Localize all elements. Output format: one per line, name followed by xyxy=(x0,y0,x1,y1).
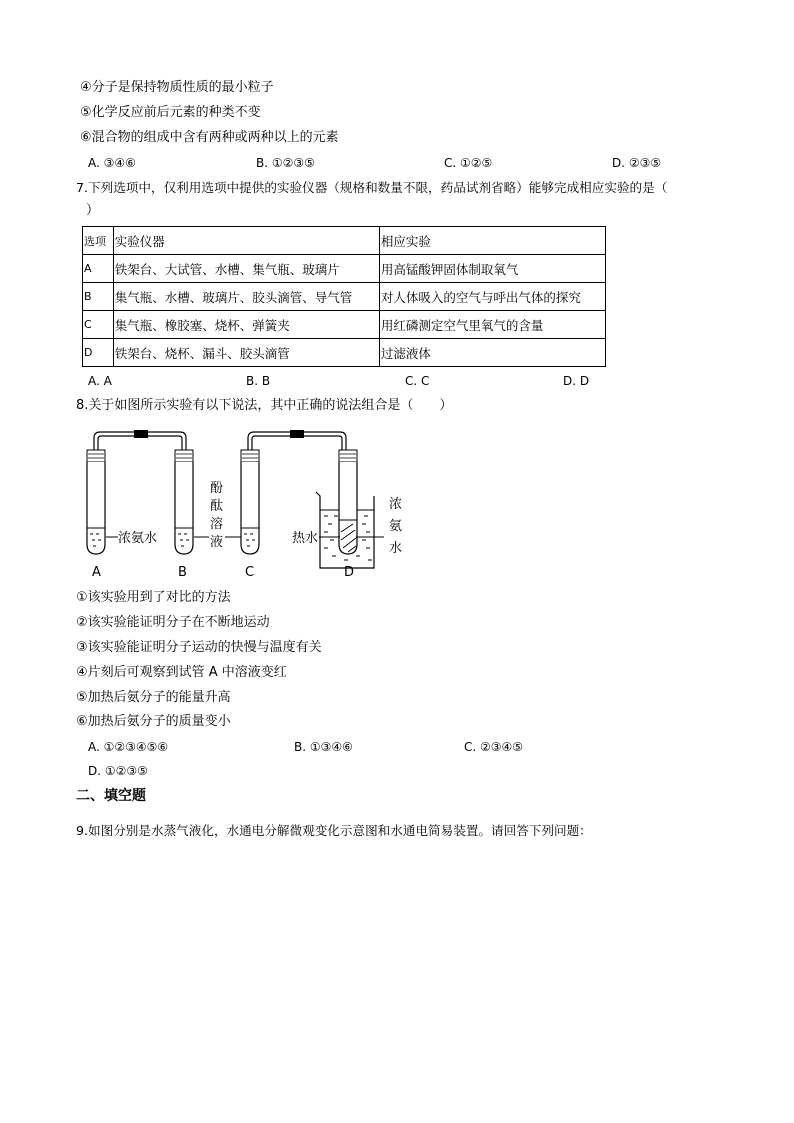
q6-option-d: D. ②③⑤ xyxy=(612,156,662,170)
table-cell: C xyxy=(83,311,114,339)
table-cell: 过滤液体 xyxy=(379,339,605,367)
table-cell: 铁架台、大试管、水槽、集气瓶、玻璃片 xyxy=(113,255,379,283)
q6-option-c: C. ①②⑤ xyxy=(444,156,493,170)
tube-label-b: B xyxy=(178,565,187,580)
q8-option-b: B. ①③④⑥ xyxy=(294,740,353,754)
ammonia-vertical-char: 浓 xyxy=(389,497,403,512)
test-tube-a xyxy=(87,450,105,554)
table-row xyxy=(83,255,606,283)
q7-stem-close: ） xyxy=(86,203,100,218)
phenolphthalein-char: 液 xyxy=(210,535,224,550)
table-cell: 对人体吸入的空气与呼出气体的探究 xyxy=(379,283,605,311)
q7-stem: 7.下列选项中，仅利用选项中提供的实验仪器（规格和数量不限，药品试剂省略）能够完成相应实验的是（ xyxy=(76,180,668,195)
table-row xyxy=(83,283,606,311)
phenolphthalein-char: 酚 xyxy=(210,481,224,496)
q6-statement-5: ⑤化学反应前后元素的种类不变 xyxy=(80,105,261,120)
q7-table xyxy=(82,226,606,367)
q8-experiment-figure xyxy=(78,428,418,584)
q8-statement-5: ⑤加热后氨分子的能量升高 xyxy=(76,690,231,705)
q8-statement-1: ①该实验用到了对比的方法 xyxy=(76,590,231,605)
table-cell: 用红磷测定空气里氧气的含量 xyxy=(379,311,605,339)
table-row xyxy=(83,339,606,367)
q6-option-a: A. ③④⑥ xyxy=(88,156,136,170)
q8-option-a: A. ①②③④⑤⑥ xyxy=(88,740,169,754)
q8-statement-4: ④片刻后可观察到试管 A 中溶液变红 xyxy=(76,665,287,680)
q8-statement-3: ③该实验能证明分子运动的快慢与温度有关 xyxy=(76,640,322,655)
table-cell: B xyxy=(83,283,114,311)
table-cell: D xyxy=(83,339,114,367)
tube-label-d: D xyxy=(344,565,355,580)
q8-statement-2: ②该实验能证明分子在不断地运动 xyxy=(76,615,270,630)
q7-option-c: C. C xyxy=(405,374,430,388)
table-header-row xyxy=(83,227,606,255)
table-cell: 铁架台、烧杯、漏斗、胶头滴管 xyxy=(113,339,379,367)
ammonia-label: 浓氨水 xyxy=(118,531,158,546)
phenolphthalein-char: 溶 xyxy=(210,517,224,532)
q7-option-b: B. B xyxy=(246,374,271,388)
hot-water-label: 热水 xyxy=(292,531,319,546)
section-title: 二、填空题 xyxy=(76,788,146,804)
q9-stem: 9.如图分别是水蒸气液化，水通电分解微观变化示意图和水通电简易装置。请回答下列问题： xyxy=(76,823,592,838)
ammonia-vertical-char: 氨 xyxy=(389,519,403,534)
table-header-cell: 实验仪器 xyxy=(113,227,379,255)
tube-label-a: A xyxy=(92,565,101,580)
table-row xyxy=(83,311,606,339)
tube-label-c: C xyxy=(245,565,255,580)
table-cell: 集气瓶、水槽、玻璃片、胶头滴管、导气管 xyxy=(113,283,379,311)
q8-option-d: D. ①②③⑤ xyxy=(88,764,148,778)
ammonia-vertical-char: 水 xyxy=(389,541,403,556)
q7-option-d: D. D xyxy=(563,374,590,388)
q6-statement-6: ⑥混合物的组成中含有两种或两种以上的元素 xyxy=(80,130,339,145)
table-cell: A xyxy=(83,255,114,283)
test-tube-c xyxy=(241,450,259,554)
test-tube-b xyxy=(175,450,193,554)
rubber-connector-icon xyxy=(134,430,148,438)
table-cell: 集气瓶、橡胶塞、烧杯、弹簧夹 xyxy=(113,311,379,339)
test-tube-d xyxy=(339,450,357,554)
q8-statement-6: ⑥加热后氨分子的质量变小 xyxy=(76,714,231,729)
table-cell: 用高锰酸钾固体制取氧气 xyxy=(379,255,605,283)
rubber-connector-icon xyxy=(290,430,304,438)
q6-statement-4: ④分子是保持物质性质的最小粒子 xyxy=(80,80,274,95)
q8-stem: 8.关于如图所示实验有以下说法，其中正确的说法组合是（ ） xyxy=(76,398,453,413)
table-header-cell: 选项 xyxy=(83,227,114,255)
q7-option-a: A. A xyxy=(88,374,112,388)
phenolphthalein-char: 酞 xyxy=(210,499,224,514)
q8-option-c: C. ②③④⑤ xyxy=(464,740,524,754)
table-header-cell: 相应实验 xyxy=(379,227,605,255)
q6-option-b: B. ①②③⑤ xyxy=(256,156,315,170)
